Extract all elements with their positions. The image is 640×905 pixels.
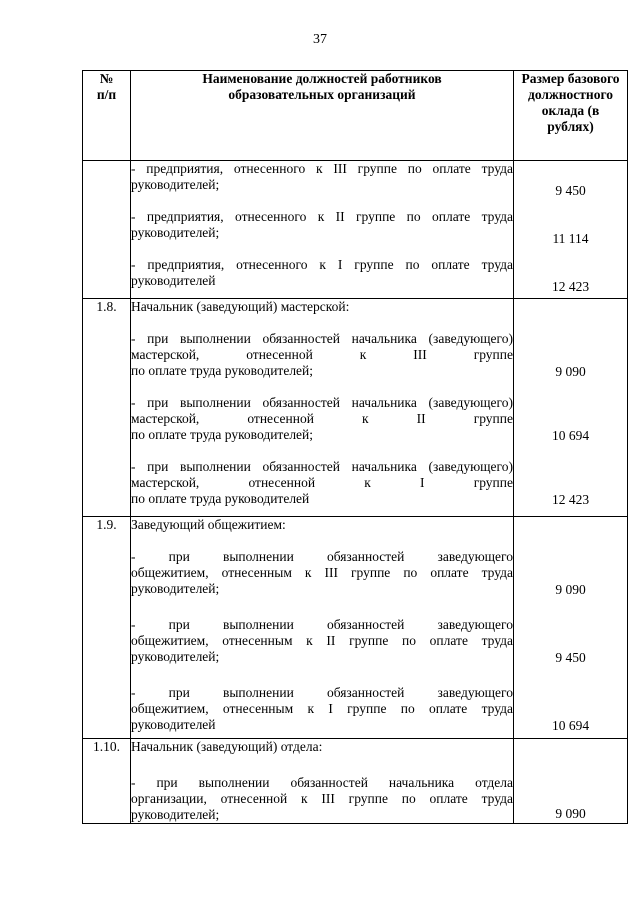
item-line: мастерской, отнесенной к I группе [131,475,513,490]
list-item [131,617,513,665]
row-number-cell: 1.10. [83,739,131,824]
list-item [131,685,513,733]
position-title: Начальник (заведующий) мастерской: [131,299,350,314]
list-item [131,257,513,289]
table-row [83,739,628,824]
position-title: Начальник (заведующий) отдела: [131,739,323,754]
item-line: общежитием, отнесенным к I группе по оплате труда [131,701,513,716]
item-line: общежитием, отнесенным к II группе по оплате труда [131,633,513,648]
header-position-name [131,71,514,161]
salary-cell [514,299,628,517]
item-line: мастерской, отнесенной к III группе [131,347,513,362]
list-item [131,395,513,443]
header-number [83,71,131,161]
header-base-salary-text: Размер базового должностного оклада (в рублях) [521,71,620,134]
position-cell [131,739,514,824]
salary-value: 9 090 [555,806,586,821]
salary-value: 11 114 [552,231,589,246]
salary-value: 9 450 [555,183,586,198]
row-number-cell: 1.9. [83,517,131,739]
salary-value: 9 450 [555,650,586,665]
salary-cell [514,739,628,824]
item-line: руководителей; [131,177,220,192]
table-header-row [83,71,628,161]
table-row [83,517,628,739]
position-cell [131,517,514,739]
salary-cell [514,161,628,299]
list-item [131,775,513,823]
header-position-name-text: Наименование должностей работников образовательных организаций [202,71,442,102]
table-row [83,299,628,517]
position-cell [131,161,514,299]
item-line: руководителей; [131,225,220,240]
item-line: по оплате труда руководителей; [131,427,314,442]
item-line: руководителей; [131,807,220,822]
item-line: общежитием, отнесенным к III группе по оплате труда [131,565,513,580]
salary-value: 9 090 [555,582,586,597]
item-line: руководителей; [131,649,220,664]
list-item [131,331,513,379]
list-item [131,549,513,597]
item-line: - при выполнении обязанностей начальника (заведующего) [131,331,513,346]
item-line: организации, отнесенной к III группе по оплате труда [131,791,513,806]
salary-cell [514,517,628,739]
salary-value: 12 423 [551,492,590,507]
salary-value: 12 423 [551,279,590,294]
position-title: Заведующий общежитием: [131,517,286,532]
salary-table [82,70,628,824]
item-line: руководителей [131,717,216,732]
header-number-text: № п/п [96,71,117,102]
salary-value: 10 694 [551,428,590,443]
item-line: - при выполнении обязанностей начальника (заведующего) [131,395,513,410]
item-line: по оплате труда руководителей [131,491,310,506]
item-line: - при выполнении обязанностей начальника (заведующего) [131,459,513,474]
header-base-salary [514,71,628,161]
list-item [131,161,513,193]
item-line: - при выполнении обязанностей заведующего [131,617,513,632]
position-cell [131,299,514,517]
item-line: руководителей; [131,581,220,596]
item-line: - предприятия, отнесенного к II группе по оплате труда [131,209,513,224]
list-item [131,459,513,507]
item-line: по оплате труда руководителей; [131,363,314,378]
table-row [83,161,628,299]
row-number-cell: 1.8. [83,299,131,517]
salary-value: 9 090 [555,364,586,379]
item-line: руководителей [131,273,216,288]
row-number-cell [83,161,131,299]
page-number: 37 [313,32,327,47]
item-line: - при выполнении обязанностей заведующего [131,549,513,564]
item-line: - предприятия, отнесенного к I группе по оплате труда [131,257,513,272]
item-line: - предприятия, отнесенного к III группе по оплате труда [131,161,513,176]
list-item [131,209,513,241]
item-line: - при выполнении обязанностей заведующего [131,685,513,700]
item-line: мастерской, отнесенной к II группе [131,411,513,426]
item-line: - при выполнении обязанностей начальника отдела [131,775,513,790]
salary-value: 10 694 [551,718,590,733]
